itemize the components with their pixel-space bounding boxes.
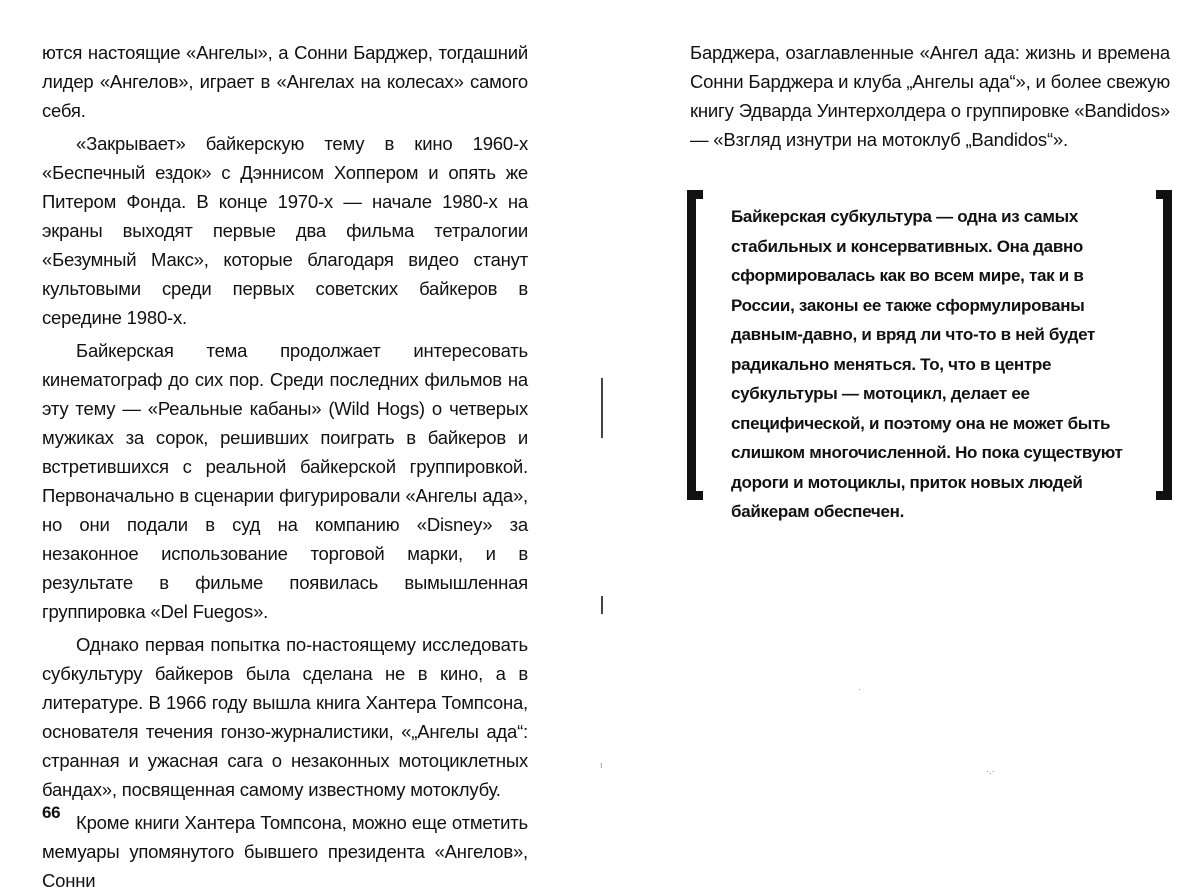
gutter-shadow	[601, 596, 603, 614]
left-paragraph-5: Кроме книги Хантера Томпсона, можно еще отметить мемуары упомянутого бывшего президента «Ангелов», Сонни	[42, 812, 528, 891]
right-page	[690, 38, 1170, 154]
left-paragraph-4: Однако первая попытка по-настоящему исследовать субкультуру байкеров была сделана не в кино, а в литературе. В 1966 году вышла книга Хантера Томпсона, основателя течения гонзо-журналистики, «„Ангелы ада“: странная и ужасная сага о незаконных мотоциклетных бандах», посвященная самому известному мотоклубу.	[42, 634, 528, 800]
left-paragraph-2: «Закрывает» байкерскую тему в кино 1960-х «Беспечный ездок» с Дэннисом Хоппером и опять же Питером Фонда. В конце 1970-х — начале 1980-х на экраны выходят первые два фильма тетралогии «Безумный Макс», которые благодаря видео станут культовыми среди первых советских байкеров в середине 1980-х.	[42, 133, 528, 328]
right-paragraph: Барджера, озаглавленные «Ангел ада: жизнь и времена Сонни Барджера и клуба „Ангелы ада“», и более свежую книгу Эдварда Уинтерхолдера о группировке «Bandidos» — «Взгляд изнутри на мотоклуб „Bandidos“».	[690, 42, 1170, 150]
scan-speck: ·.·	[986, 766, 995, 776]
scan-speck: ı	[600, 760, 603, 770]
right-bracket-icon	[1156, 190, 1172, 500]
page-number: 66	[42, 803, 61, 822]
pull-quote-text: Байкерская субкультура — одна из самых стабильных и консервативных. Она давно сформировалась как во всем мире, так и в России, законы ее также сформулированы давным-давно, и вряд ли что-то в ней будет радикально меняться. То, что в центре субкультуры — мотоцикл, делает ее специфической, и поэтому она не может быть слишком многочисленной. Но пока существуют дороги и мотоциклы, приток новых людей байкерам обеспечен.	[731, 207, 1123, 521]
gutter-shadow	[601, 378, 603, 438]
left-paragraph-1: ются настоящие «Ангелы», а Сонни Барджер, тогдашний лидер «Ангелов», играет в «Ангелах на колесах» самого себя.	[42, 42, 528, 121]
left-paragraph-3: Байкерская тема продолжает интересовать кинематограф до сих пор. Среди последних фильмов на эту тему — «Реальные кабаны» (Wild Hogs) о четверых мужиках за сорок, решивших поиграть в байкеров и встретившихся с реальной байкерской группировкой. Первоначально в сценарии фигурировали «Ангелы ада», но они подали в суд на компанию «Disney» за незаконное использование торговой марки, и в результате в фильме появилась вымышленная группировка «Del Fuegos».	[42, 340, 528, 622]
pull-quote	[687, 190, 1172, 521]
left-bracket-icon	[687, 190, 703, 500]
left-page	[42, 38, 528, 895]
scan-speck: ·	[858, 684, 861, 694]
